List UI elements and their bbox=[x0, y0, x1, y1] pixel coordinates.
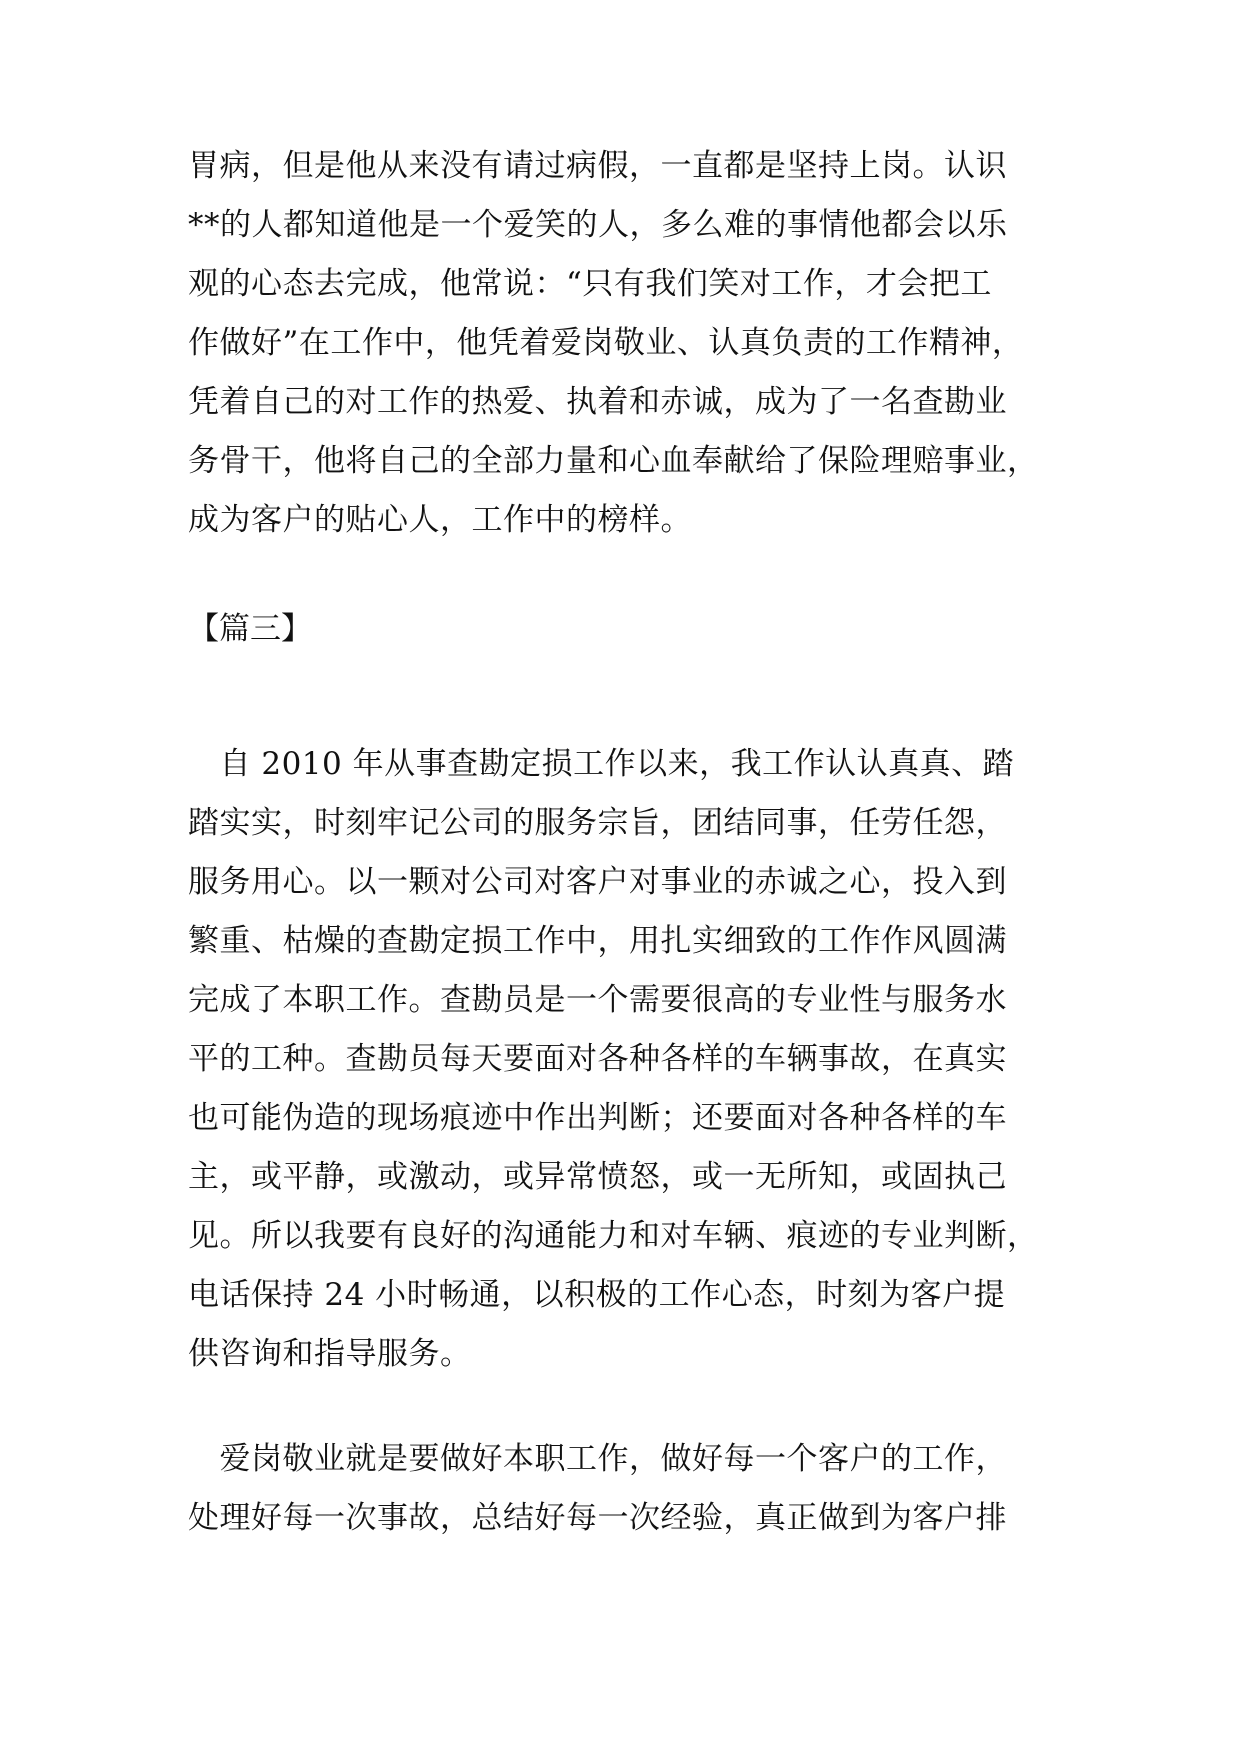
paragraph-line: 踏实实，时刻牢记公司的服务宗旨，团结同事，任劳任怨， bbox=[188, 805, 1007, 841]
paragraph-line: 胃病，但是他从来没有请过病假，一直都是坚持上岗。认识 bbox=[188, 148, 1007, 184]
paragraph-line: 成为客户的贴心人，工作中的榜样。 bbox=[188, 502, 692, 538]
paragraph-line: 服务用心。以一颗对公司对客户对事业的赤诚之心，投入到 bbox=[188, 864, 1007, 900]
paragraph-line: 凭着自己的对工作的热爱、执着和赤诚，成为了一名查勘业 bbox=[188, 384, 1007, 420]
paragraph-line: 供咨询和指导服务。 bbox=[188, 1336, 472, 1372]
paragraph-line: 爱岗敬业就是要做好本职工作，做好每一个客户的工作， bbox=[188, 1441, 1007, 1477]
paragraph-line: 电话保持 24 小时畅通，以积极的工作心态，时刻为客户提 bbox=[188, 1277, 1006, 1313]
paragraph-line: 主，或平静，或激动，或异常愤怒，或一无所知，或固执己 bbox=[188, 1159, 1007, 1195]
paragraph-line: 处理好每一次事故，总结好每一次经验，真正做到为客户排 bbox=[188, 1500, 1007, 1536]
paragraph-line: 观的心态去完成，他常说：“只有我们笑对工作，才会把工 bbox=[188, 266, 992, 302]
paragraph-2 bbox=[188, 735, 1056, 1384]
paragraph-line: 务骨干，他将自己的全部力量和心血奉献给了保险理赔事业， bbox=[188, 443, 1039, 479]
paragraph-line: 繁重、枯燥的查勘定损工作中，用扎实细致的工作作风圆满 bbox=[188, 923, 1007, 959]
paragraph-line: **的人都知道他是一个爱笑的人，多么难的事情他都会以乐 bbox=[188, 207, 1008, 243]
paragraph-line: 也可能伪造的现场痕迹中作出判断；还要面对各种各样的车 bbox=[188, 1100, 1007, 1136]
paragraph-line: 见。所以我要有良好的沟通能力和对车辆、痕迹的专业判断， bbox=[188, 1218, 1039, 1254]
paragraph-line: 作做好”在工作中，他凭着爱岗敬业、认真负责的工作精神， bbox=[188, 325, 1024, 361]
paragraph-line: 平的工种。查勘员每天要面对各种各样的车辆事故，在真实 bbox=[188, 1041, 1007, 1077]
section-heading: 【篇三】 bbox=[188, 611, 312, 647]
paragraph-1 bbox=[188, 137, 1056, 550]
paragraph-line: 自 2010 年从事查勘定损工作以来，我工作认认真真、踏 bbox=[188, 746, 1015, 782]
paragraph-line: 完成了本职工作。查勘员是一个需要很高的专业性与服务水 bbox=[188, 982, 1007, 1018]
paragraph-3 bbox=[188, 1430, 1056, 1548]
